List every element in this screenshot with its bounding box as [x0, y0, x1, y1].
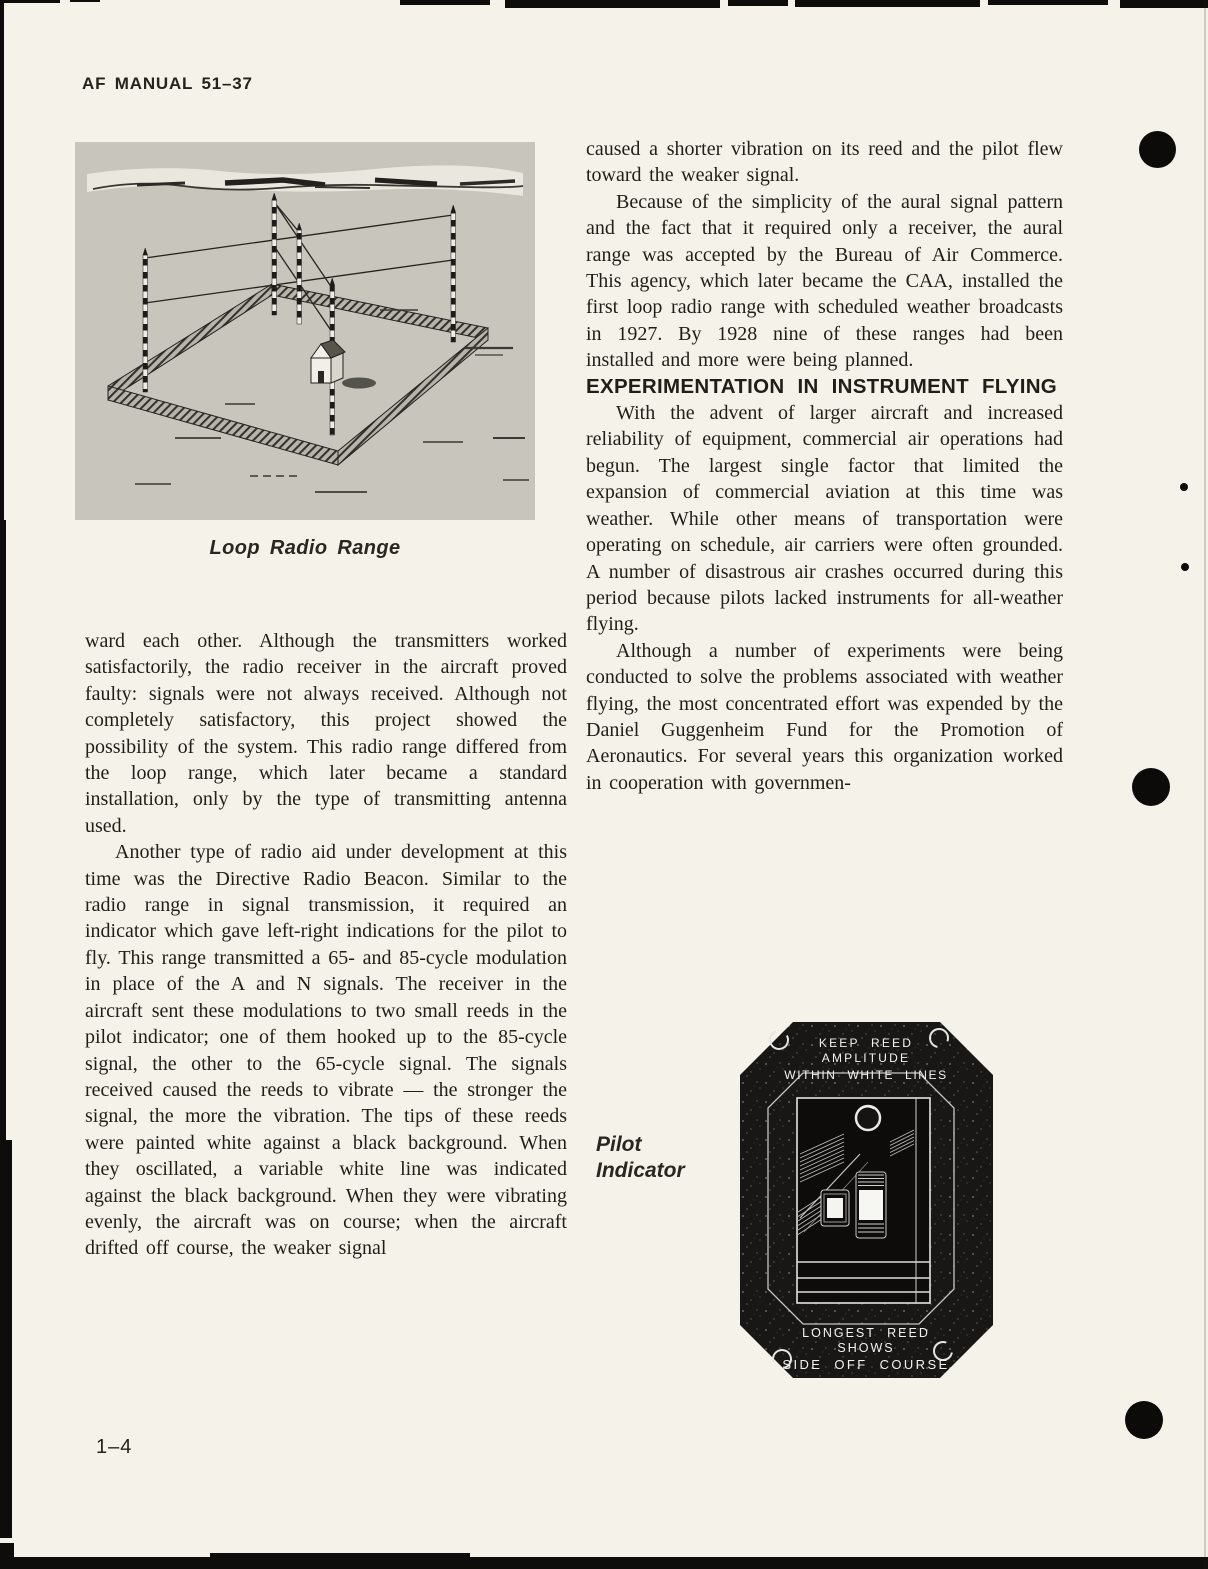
body-paragraph: caused a shorter vibration on its reed and the pilot flew toward the weaker signal. — [586, 138, 1063, 187]
scan-edge-top-segment — [1120, 0, 1208, 8]
right-text-column — [586, 136, 1063, 796]
scan-edge-bottom — [0, 1557, 1208, 1569]
body-paragraph: Another type of radio aid under development at this time was the Directive Radio Beacon. Similar to the radio range in signal transmission, it required an indicator which gave left-right indications for the pilot to fly. This range transmitted a 65- and 85-cycle modulation in place of the A and N signals. The receiver in the aircraft sent these modulations to two small reeds in the pilot indicator; one of them hooked up to the 85-cycle signal, the other to the 65-cycle signal. The signals received caused the reeds to vibrate — the stronger the signal, the more the vibration. The tips of these reeds were painted white against a black background. When they oscillated, a variable white line was indicated against the black background. When they were vibrating evenly, the aircraft was on course; when the aircraft drifted off course, the weaker signal — [85, 841, 567, 1260]
body-paragraph: ward each other. Although the transmitters worked satisfactorily, the radio receiver in the aircraft proved faulty: signals were not always received. Although not completely satisfactory, this project showed the possibility of the system. This radio range differed from the loop range, which later became a standard installation, only by the type of transmitting antenna used. — [85, 630, 567, 837]
body-paragraph: Because of the simplicity of the aural signal pattern and the fact that it required only a receiver, the aural range was accepted by the Bureau of Air Commerce. This agency, which later became the CAA, installed the first loop radio range with scheduled weather broadcasts in 1927. By 1928 nine of these ranges had been installed and more were being planned. — [586, 190, 1063, 372]
pilot-indicator-instrument — [740, 1022, 993, 1378]
indicator-lamp-icon — [856, 1106, 880, 1130]
right-reed — [856, 1172, 886, 1238]
scan-edge-top-segment — [505, 0, 720, 8]
scan-edge-bottom — [210, 1553, 470, 1559]
loop-radio-range-figure — [75, 142, 535, 520]
scan-edge-top-segment — [400, 0, 490, 5]
left-text-column — [85, 628, 567, 1262]
body-paragraph: Although a number of experiments were being conducted to solve the problems associated with weather flying, the most concentrated effort was expended by the Daniel Guggenheim Fund for the Promotion of Aeronautics. For several years this organization worked in cooperation with governmen- — [586, 639, 1063, 794]
instrument-bottom-text-line3: SIDE OFF COURSE — [782, 1357, 950, 1372]
scan-edge-top-segment — [795, 0, 980, 7]
scan-edge-top-segment — [988, 0, 1108, 5]
scan-edge-bottom — [0, 1543, 14, 1569]
figure-caption: Loop Radio Range — [209, 537, 401, 559]
instrument-top-text-line3: WITHIN WHITE LINES — [784, 1068, 948, 1082]
instrument-bottom-text-line1: LONGEST REED — [802, 1326, 930, 1340]
scan-edge-top-segment — [728, 0, 788, 6]
left-reed — [821, 1190, 849, 1226]
scan-edge-left — [0, 0, 4, 520]
pilot-indicator-label — [596, 1132, 685, 1184]
body-paragraph: With the advent of larger aircraft and increased reliability of equipment, commercial air operations had begun. The largest single factor that limited the expansion of commercial aviation at this time was weather. While other means of transportation were operating on schedule, air carriers were often grounded. A number of disastrous air crashes occurred during this period because pilots lacked instruments for all-weather flying. — [586, 402, 1063, 636]
pilot-indicator-label-line1: Pilot — [596, 1133, 642, 1156]
manual-title: AF MANUAL 51–37 — [82, 74, 253, 93]
registration-dot-large — [1132, 768, 1170, 806]
registration-dot-large — [1125, 1401, 1163, 1439]
section-heading: EXPERIMENTATION IN INSTRUMENT FLYING — [586, 374, 1058, 398]
instrument-bottom-text-line2: SHOWS — [837, 1341, 895, 1355]
instrument-top-text-line2: AMPLITUDE — [821, 1051, 911, 1065]
scan-edge-right — [1204, 0, 1206, 1569]
registration-dot-large — [1139, 131, 1176, 168]
scan-edge-left — [0, 1140, 12, 1538]
registration-dot-small — [1181, 563, 1189, 571]
scan-edge-left — [0, 520, 6, 1140]
pilot-indicator-label-line2: Indicator — [596, 1159, 685, 1182]
scan-edge-top-segment — [70, 0, 100, 2]
loop-radio-range-illustration — [75, 142, 535, 520]
registration-dot-small — [1180, 483, 1188, 491]
instrument-top-text-line1: KEEP REED — [818, 1036, 914, 1050]
scan-edge-top-segment — [0, 0, 60, 3]
pilot-indicator-panel — [740, 1022, 993, 1378]
page-number: 1–4 — [96, 1436, 133, 1458]
